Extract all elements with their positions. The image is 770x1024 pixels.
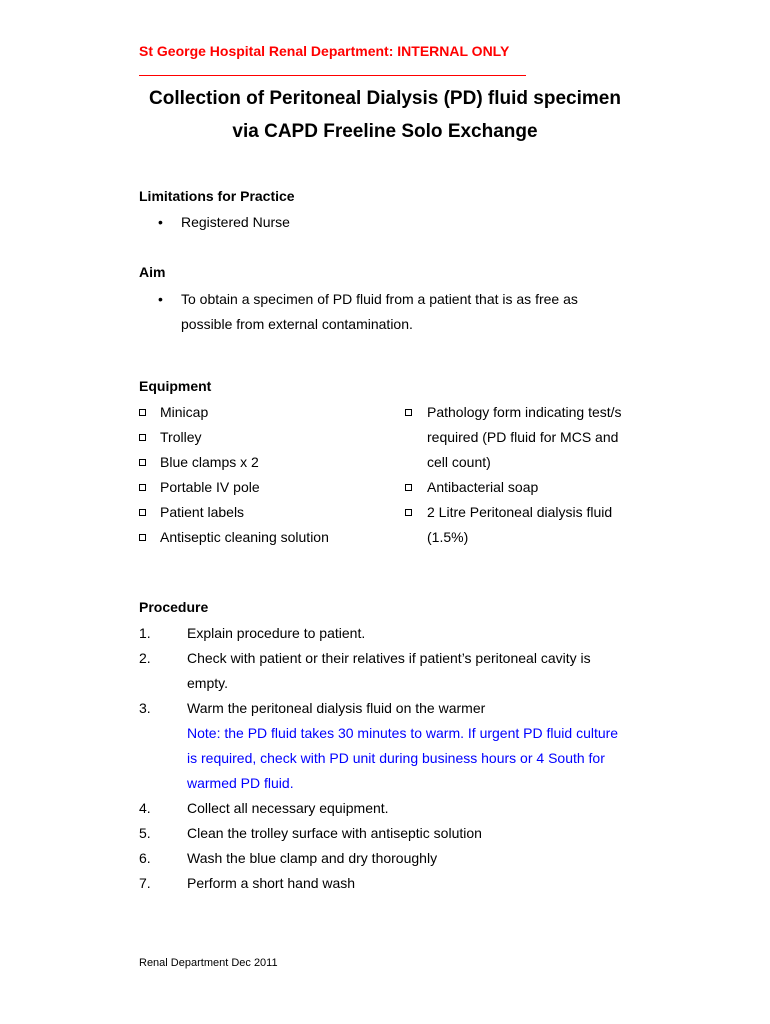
bullet-icon: • [158, 291, 163, 307]
document-title-line1: Collection of Peritoneal Dialysis (PD) fluid specimen [149, 88, 621, 109]
step-number: 1. [139, 625, 151, 641]
document-title-line2: via CAPD Freeline Solo Exchange [232, 121, 538, 142]
header-underline [139, 75, 526, 76]
equipment-item: 2 Litre Peritoneal dialysis fluid [427, 504, 613, 520]
step-text: Explain procedure to patient. [187, 625, 366, 641]
checkbox-icon [139, 534, 146, 541]
page-footer: Renal Department Dec 2011 [139, 957, 278, 969]
checkbox-icon [139, 484, 146, 491]
internal-header: St George Hospital Renal Department: INTERNAL ONLY [139, 43, 510, 59]
step-text: Check with patient or their relatives if patient’s peritoneal cavity is [187, 650, 591, 666]
warming-note-line1: Note: the PD fluid takes 30 minutes to warm. If urgent PD fluid culture [187, 725, 619, 741]
step-number: 3. [139, 700, 151, 716]
equipment-item-cont: cell count) [427, 454, 491, 470]
aim-heading: Aim [139, 264, 166, 280]
equipment-item: Blue clamps x 2 [160, 454, 259, 470]
limitations-heading: Limitations for Practice [139, 188, 295, 204]
step-number: 4. [139, 800, 151, 816]
step-number: 7. [139, 875, 151, 891]
equipment-item-cont: required (PD fluid for MCS and [427, 429, 619, 445]
step-text: Collect all necessary equipment. [187, 800, 389, 816]
equipment-item: Antibacterial soap [427, 479, 539, 495]
aim-text-line1: To obtain a specimen of PD fluid from a patient that is as free as [181, 291, 578, 307]
step-text: Perform a short hand wash [187, 875, 356, 891]
step-text: Warm the peritoneal dialysis fluid on the warmer [187, 700, 486, 716]
equipment-item: Patient labels [160, 504, 245, 520]
step-text: Clean the trolley surface with antiseptic solution [187, 825, 482, 841]
checkbox-icon [405, 484, 412, 491]
procedure-heading: Procedure [139, 599, 209, 615]
checkbox-icon [405, 509, 412, 516]
equipment-item: Pathology form indicating test/s [427, 404, 622, 420]
bullet-icon: • [158, 214, 163, 230]
checkbox-icon [139, 509, 146, 516]
equipment-heading: Equipment [139, 378, 212, 394]
equipment-item: Portable IV pole [160, 479, 260, 495]
checkbox-icon [405, 409, 412, 416]
step-text: Wash the blue clamp and dry thoroughly [187, 850, 438, 866]
aim-text-line2: possible from external contamination. [181, 316, 413, 332]
equipment-item: Antiseptic cleaning solution [160, 529, 329, 545]
checkbox-icon [139, 434, 146, 441]
checkbox-icon [139, 409, 146, 416]
step-number: 2. [139, 650, 151, 666]
step-number: 5. [139, 825, 151, 841]
equipment-item: Trolley [160, 429, 202, 445]
equipment-item: Minicap [160, 404, 209, 420]
equipment-item-cont: (1.5%) [427, 529, 469, 545]
warming-note-line3: warmed PD fluid. [187, 775, 294, 791]
step-text-cont: empty. [187, 675, 228, 691]
warming-note-line2: is required, check with PD unit during business hours or 4 South for [187, 750, 605, 766]
step-number: 6. [139, 850, 151, 866]
limitation-item: Registered Nurse [181, 214, 290, 230]
checkbox-icon [139, 459, 146, 466]
